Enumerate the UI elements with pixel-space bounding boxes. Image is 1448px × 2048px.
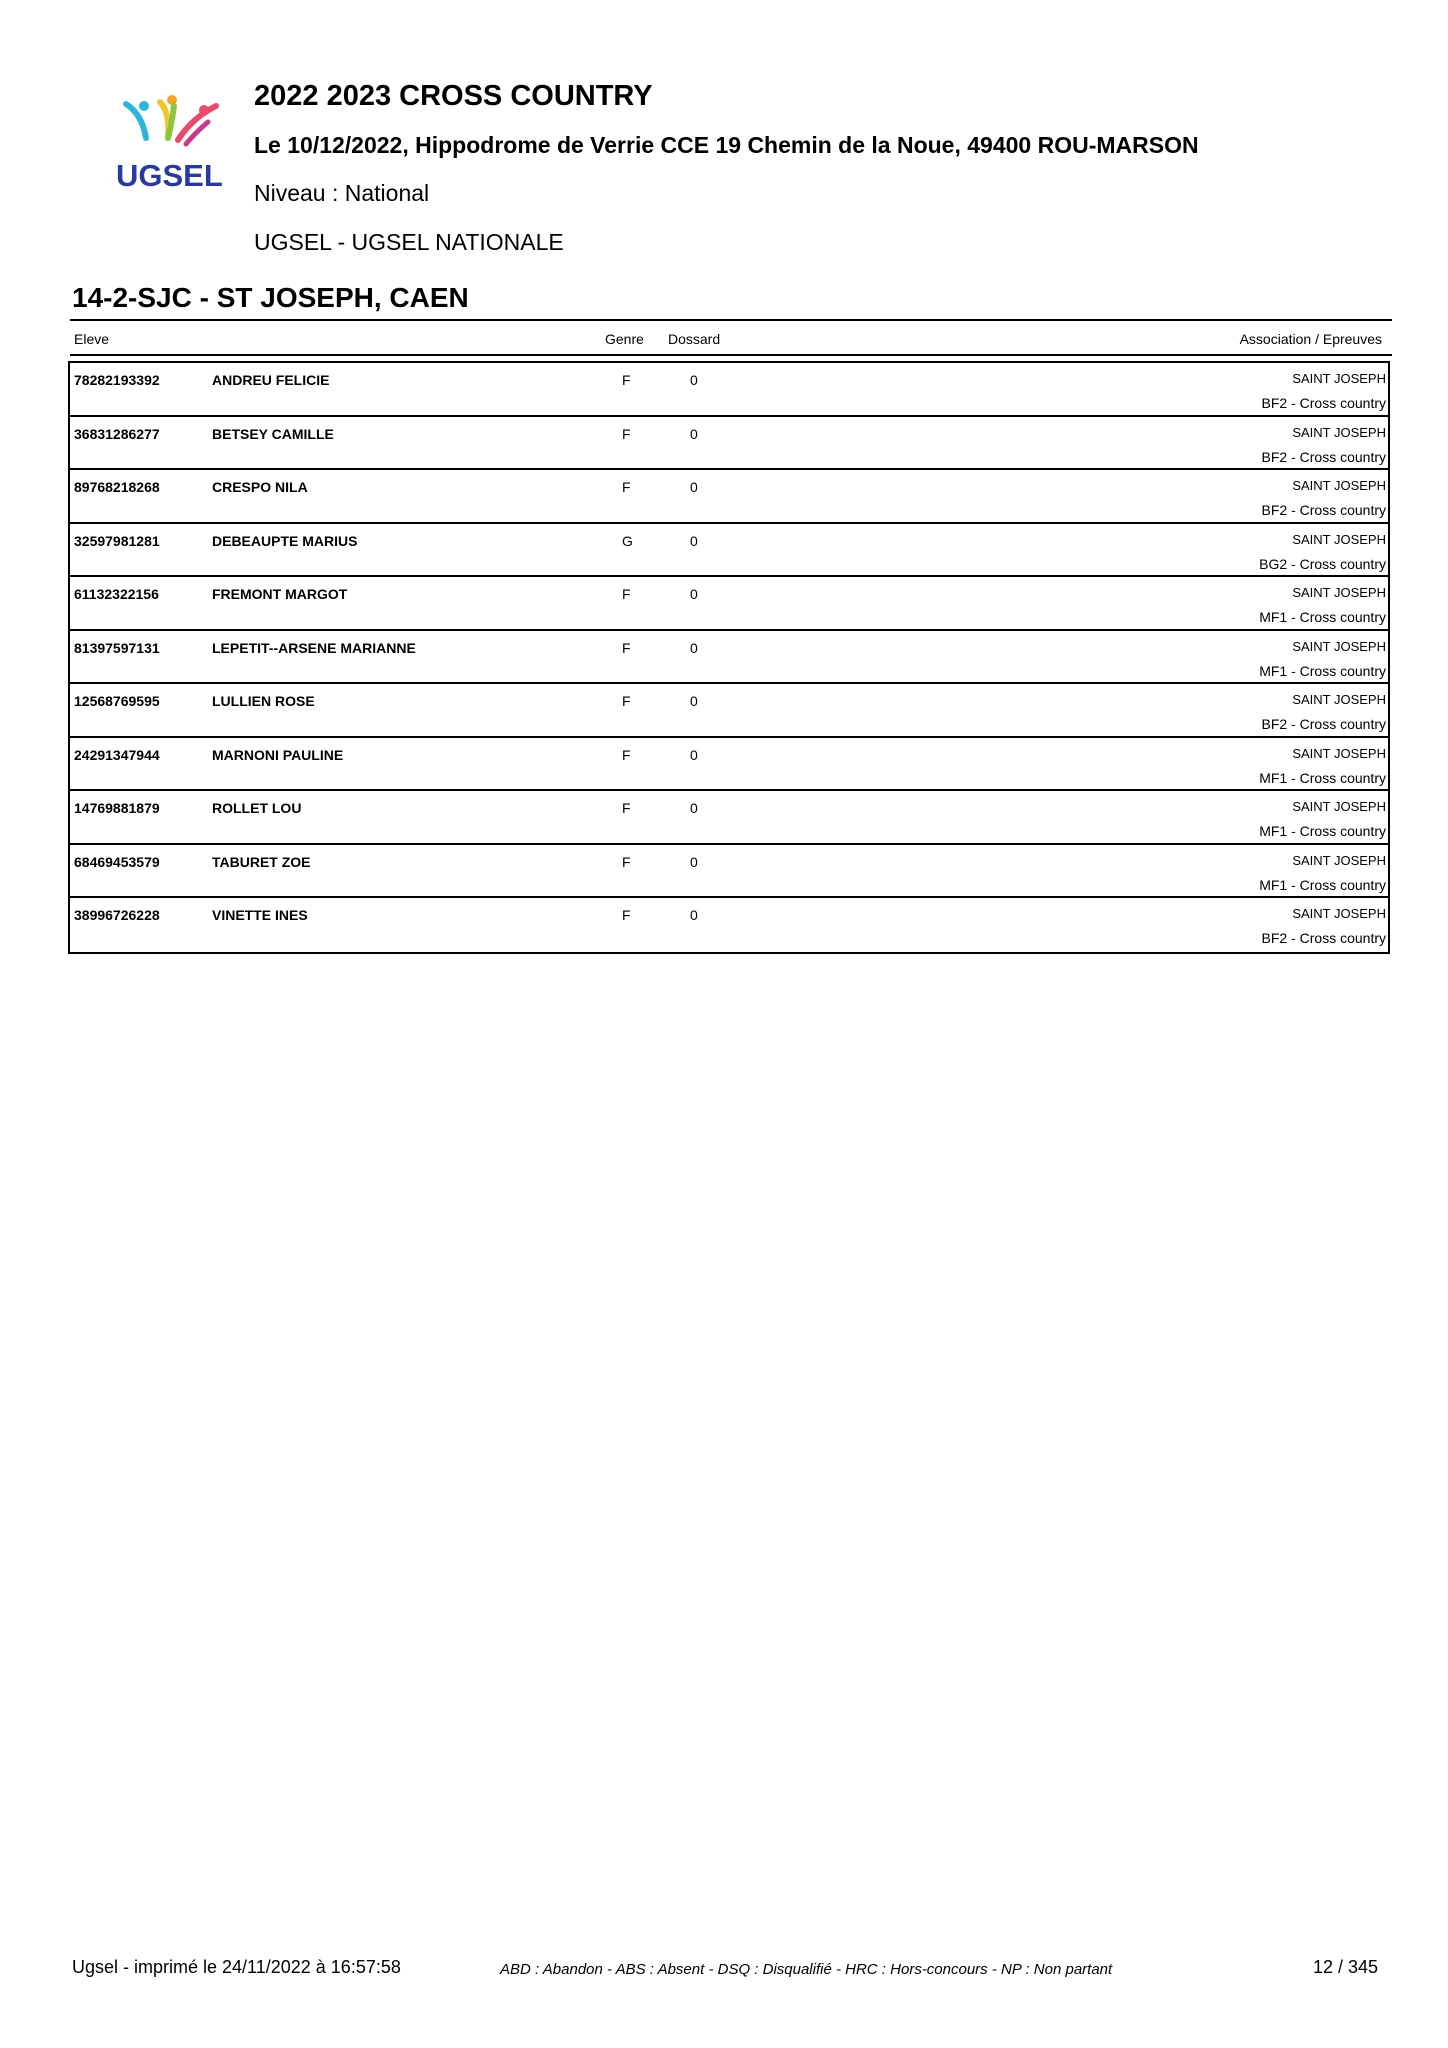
student-genre: F	[622, 907, 631, 923]
student-association: SAINT JOSEPH	[1292, 585, 1386, 600]
student-genre: F	[622, 372, 631, 388]
student-name: FREMONT MARGOT	[212, 586, 348, 602]
student-dossard: 0	[690, 693, 698, 709]
student-id: 68469453579	[74, 853, 160, 870]
student-dossard: 0	[690, 746, 698, 763]
student-epreuve: BG2 - Cross country	[1259, 555, 1386, 572]
table-row	[70, 845, 1388, 899]
table-row	[70, 470, 1388, 524]
student-genre: G	[622, 532, 633, 549]
student-dossard: 0	[690, 800, 698, 816]
student-name: CRESPO NILA	[212, 479, 308, 495]
table-row	[70, 417, 1388, 471]
student-id: 81397597131	[74, 639, 160, 656]
status-legend: ABD : Abandon - ABS : Absent - DSQ : Disqualifié - HRC : Hors-concours - NP : Non partant	[500, 1961, 1113, 1978]
student-id: 32597981281	[74, 532, 160, 549]
student-dossard: 0	[690, 907, 698, 923]
column-header-dossard: Dossard	[668, 331, 721, 347]
student-epreuve: BF2 - Cross country	[1261, 448, 1386, 465]
student-genre: F	[622, 586, 631, 602]
ugsel-logo	[112, 92, 232, 192]
student-association: SAINT JOSEPH	[1292, 638, 1386, 654]
student-dossard: 0	[690, 425, 698, 442]
student-association: SAINT JOSEPH	[1292, 692, 1386, 707]
student-genre: F	[622, 746, 631, 763]
column-header-association: Association / Epreuves	[1239, 331, 1382, 347]
ugsel-logo-icon	[112, 92, 232, 192]
page-number: 12 / 345	[1312, 1957, 1378, 1977]
student-genre: F	[622, 639, 631, 656]
student-epreuve: MF1 - Cross country	[1259, 662, 1386, 679]
student-epreuve: MF1 - Cross country	[1259, 823, 1386, 839]
student-name: LULLIEN ROSE	[212, 693, 315, 709]
student-dossard: 0	[690, 639, 698, 656]
student-association: SAINT JOSEPH	[1292, 852, 1386, 868]
table-row	[70, 363, 1388, 417]
svg-text:UGSEL: UGSEL	[116, 158, 223, 192]
student-association: SAINT JOSEPH	[1292, 478, 1386, 493]
organization-label: UGSEL - UGSEL NATIONALE	[254, 229, 564, 255]
page-title: 2022 2023 CROSS COUNTRY	[254, 80, 653, 112]
student-name: ANDREU FELICIE	[212, 372, 330, 388]
table-row	[70, 898, 1388, 952]
student-epreuve: BF2 - Cross country	[1261, 930, 1386, 946]
column-headers	[70, 324, 1392, 354]
level-label: Niveau : National	[254, 180, 430, 206]
student-epreuve: MF1 - Cross country	[1259, 876, 1386, 893]
column-header-eleve: Eleve	[74, 331, 110, 347]
student-association: SAINT JOSEPH	[1292, 906, 1386, 921]
student-id: 14769881879	[74, 800, 160, 816]
student-id: 38996726228	[74, 907, 160, 923]
table-row	[70, 577, 1388, 631]
student-id: 24291347944	[74, 746, 160, 763]
student-epreuve: BF2 - Cross country	[1261, 716, 1386, 732]
student-id: 12568769595	[74, 693, 160, 709]
column-header-genre: Genre	[605, 331, 644, 347]
student-genre: F	[622, 693, 631, 709]
student-genre: F	[622, 479, 631, 495]
student-dossard: 0	[690, 532, 698, 549]
student-name: TABURET ZOE	[212, 853, 311, 870]
table-row	[70, 631, 1388, 685]
student-association: SAINT JOSEPH	[1292, 745, 1386, 761]
student-genre: F	[622, 800, 631, 816]
student-dossard: 0	[690, 372, 698, 388]
student-id: 61132322156	[74, 586, 159, 602]
event-details: Le 10/12/2022, Hippodrome de Verrie CCE 19 Chemin de la Noue, 49400 ROU-MARSON	[254, 132, 1199, 158]
student-id: 78282193392	[74, 372, 160, 388]
student-epreuve: BF2 - Cross country	[1261, 395, 1386, 411]
divider	[70, 354, 1392, 356]
school-heading: 14-2-SJC - ST JOSEPH, CAEN	[72, 282, 469, 313]
table-row	[70, 524, 1388, 578]
student-name: DEBEAUPTE MARIUS	[212, 532, 358, 549]
student-name: ROLLET LOU	[212, 800, 302, 816]
participants-table	[68, 361, 1390, 954]
student-dossard: 0	[690, 586, 698, 602]
student-id: 36831286277	[74, 425, 160, 442]
student-name: VINETTE INES	[212, 907, 308, 923]
divider	[70, 319, 1392, 321]
student-epreuve: MF1 - Cross country	[1259, 609, 1386, 625]
student-association: SAINT JOSEPH	[1292, 371, 1386, 386]
student-genre: F	[622, 425, 631, 442]
student-name: MARNONI PAULINE	[212, 746, 344, 763]
student-genre: F	[622, 853, 631, 870]
student-epreuve: MF1 - Cross country	[1259, 769, 1386, 786]
student-epreuve: BF2 - Cross country	[1261, 502, 1386, 518]
table-row	[70, 684, 1388, 738]
table-row	[70, 791, 1388, 845]
print-timestamp: Ugsel - imprimé le 24/11/2022 à 16:57:58	[72, 1957, 401, 1977]
student-dossard: 0	[690, 479, 698, 495]
student-name: LEPETIT--ARSENE MARIANNE	[212, 639, 416, 656]
student-association: SAINT JOSEPH	[1292, 424, 1386, 440]
student-dossard: 0	[690, 853, 698, 870]
table-row	[70, 738, 1388, 792]
student-association: SAINT JOSEPH	[1292, 799, 1386, 814]
student-association: SAINT JOSEPH	[1292, 531, 1386, 547]
student-name: BETSEY CAMILLE	[212, 425, 334, 442]
student-id: 89768218268	[74, 479, 160, 495]
